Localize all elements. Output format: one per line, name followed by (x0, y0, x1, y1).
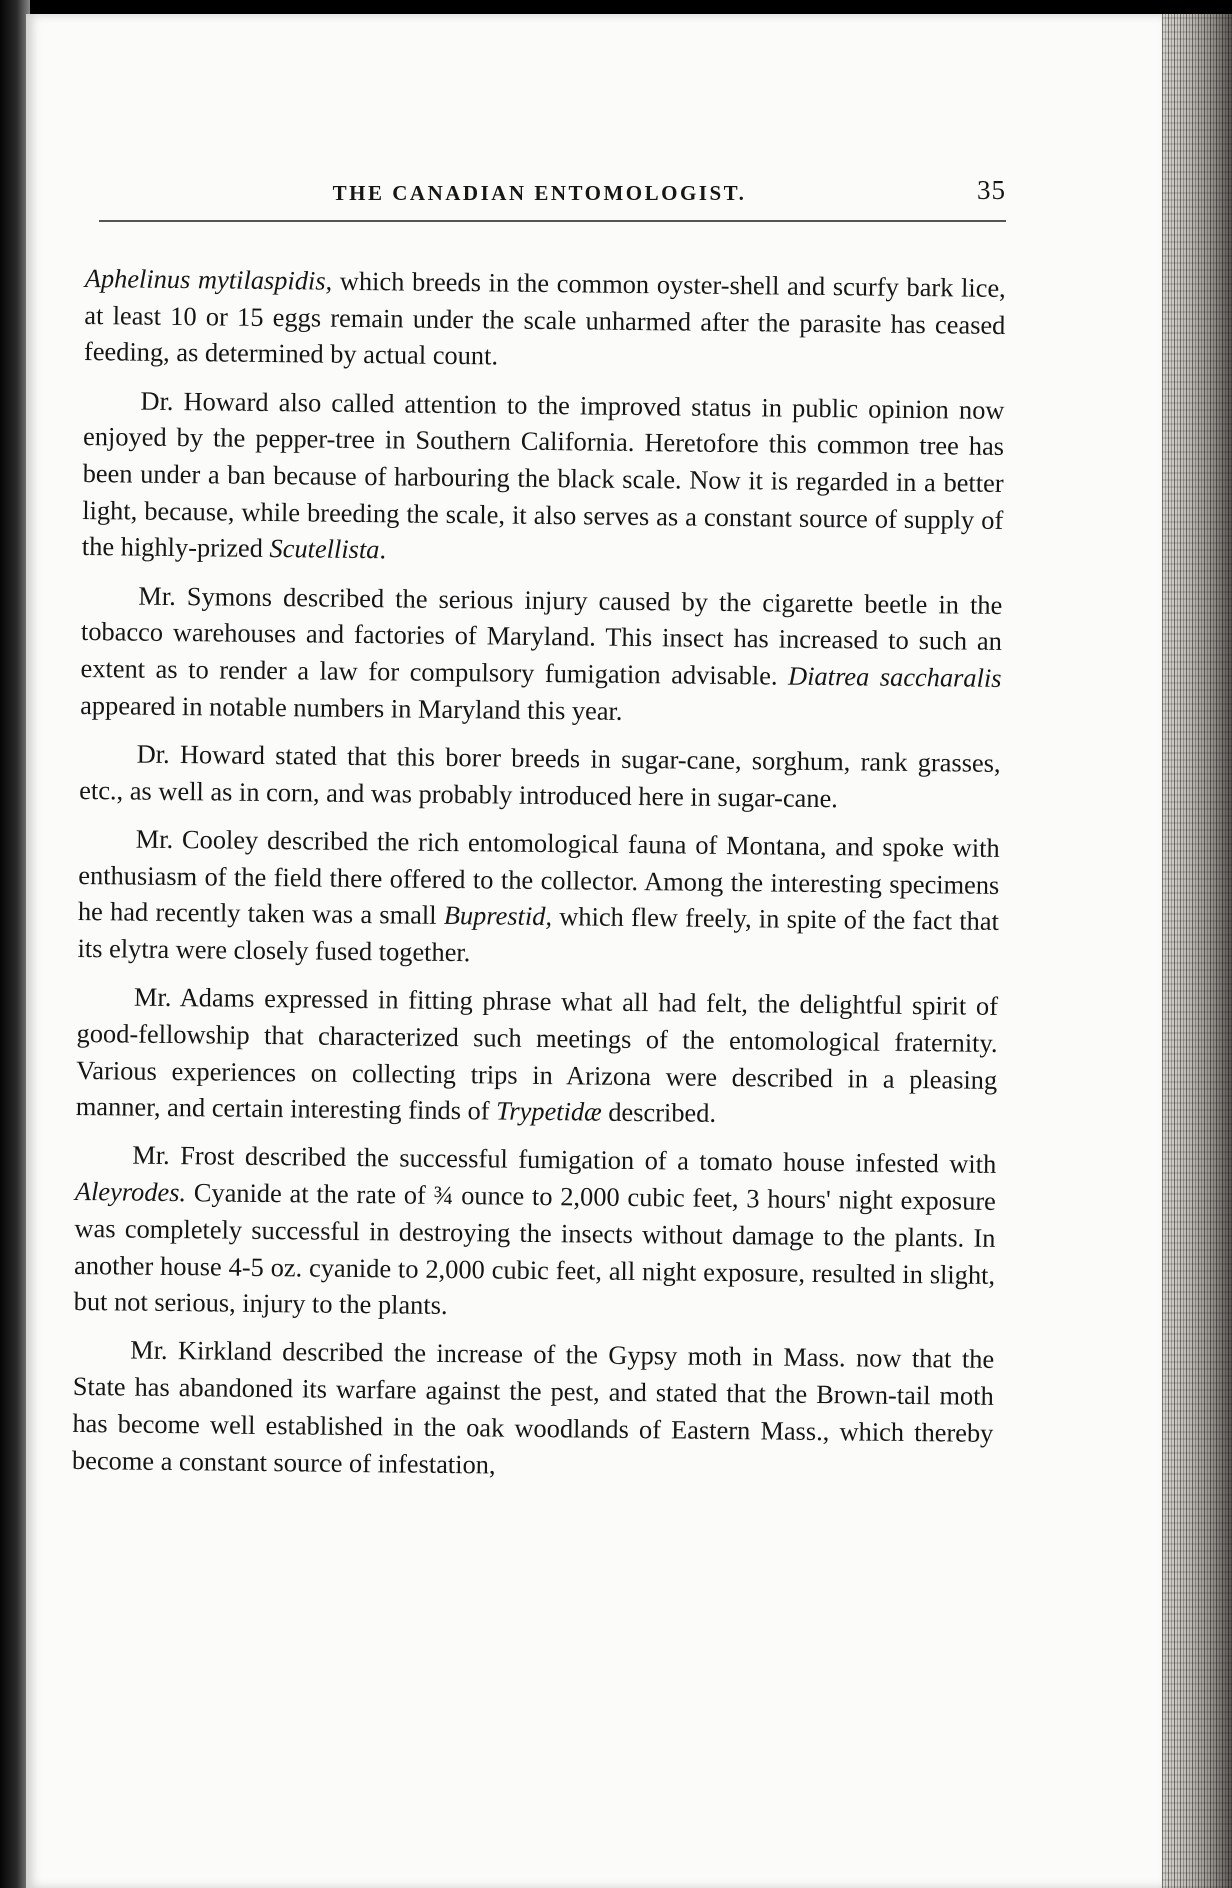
running-title: THE CANADIAN ENTOMOLOGIST. (332, 181, 747, 205)
paragraph-7: Mr. Frost described the successful fumigation of a tomato house infested with Aleyrodes. Cyanide at the rate of ¾ ounce to 2,000 cubic feet, 3 hours' night exposure was completely successful in destroying the insects without damage to the plants. In another house 4-5 oz. cyanide to 2,000 cubic feet, all night exposure, resulted in slight, but not serious, injury to the plants. (73, 1140, 997, 1321)
species-name: Scutellista (269, 533, 380, 565)
paragraph-3: Mr. Symons described the serious injury caused by the cigarette beetle in the tobacco warehouses and factories of Maryland. This insect has increased to such an extent as to render a law for compulsory fumigation advisable. Diatrea saccharalis appeared in notable numbers in Maryland this year. (80, 580, 1003, 726)
species-name: Aphelinus mytilaspidis, (84, 262, 333, 296)
page-number: 35 (977, 175, 1006, 205)
paragraph-6: Mr. Adams expressed in fitting phrase what all had felt, the delightful spirit of good-fellowship that characterized such meetings of the entomological fraternity. Various experiences on collecting trips in Arizona were described in a pleasing manner, and certain interesting finds of Trypetidæ described. (75, 981, 999, 1129)
scan-top-border (0, 0, 1232, 14)
paragraph-1: Aphelinus mytilaspidis, which breeds in the common oyster-shell and scurfy bark lice, at least 10 or 15 eggs remain under the scale unharmed after the parasite has ceased feeding, as determined by actual count. (83, 262, 1006, 371)
paragraph-2: Dr. Howard also called attention to the improved status in public opinion now enjoyed by the pepper-tree in Southern California. Heretofore this common tree has been under a ban because of harbouring the black scale. Now it is regarded in a better light, because, while breeding the scale, it also serves as a constant source of supply of the highly-prized Scutellista. (81, 385, 1005, 565)
header-rule (99, 220, 1006, 222)
species-name: Aleyrodes. (74, 1176, 187, 1208)
species-name: Trypetidæ (495, 1095, 602, 1127)
book-page (26, 14, 1162, 1888)
page-header (73, 171, 1006, 211)
page-stack-edge (1162, 14, 1232, 1888)
body-text (72, 260, 1006, 1500)
species-name: Diatrea saccharalis (787, 660, 1002, 693)
paragraph-4: Dr. Howard stated that this borer breeds in sugar-cane, sorghum, rank grasses, etc., as well as in corn, and was probably introduced here in sugar-cane. (79, 738, 1001, 813)
paragraph-5: Mr. Cooley described the rich entomological fauna of Montana, and spoke with enthusiasm of the field there offered to the collector. Among the interesting specimens he had recently taken was a small Buprestid, which flew freely, in spite of the fact that its elytra were closely fused together. (77, 823, 1000, 968)
species-name: Buprestid, (443, 900, 553, 932)
page-content (73, 14, 1006, 1888)
paragraph-8: Mr. Kirkland described the increase of the Gypsy moth in Mass. now that the State has abandoned its warfare against the pest, and stated that the Brown-tail moth has become well established in the oak woodlands of Eastern Mass., which thereby become a constant source of infestation, (71, 1335, 995, 1480)
